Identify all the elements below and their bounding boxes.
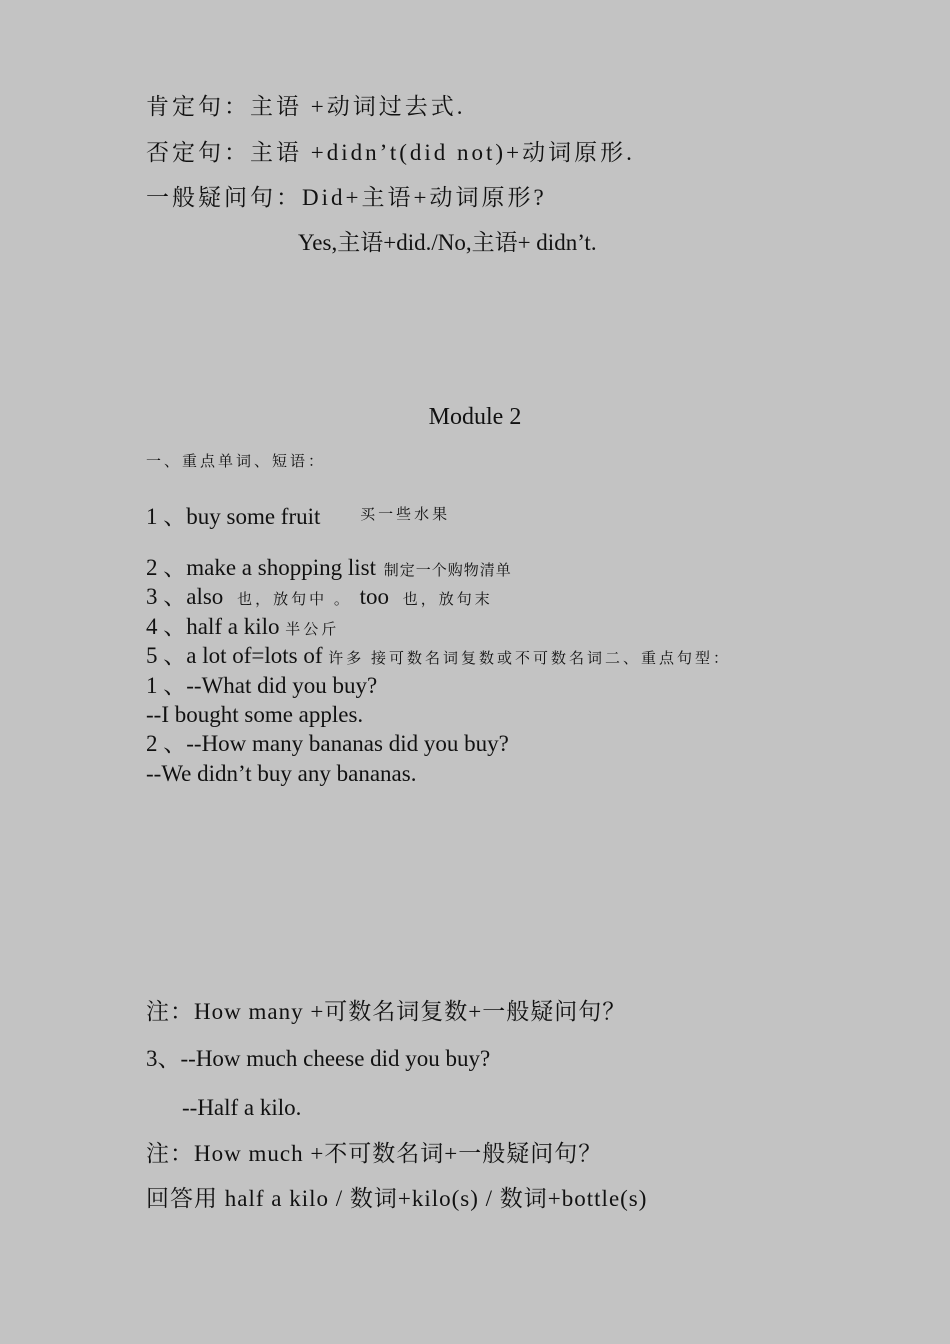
vocab-item-2: [146, 556, 512, 579]
vocab-en: 4 、half a kilo: [146, 614, 280, 639]
vocab-en: 3 、also: [146, 584, 224, 609]
dialog-3-answer: --Half a kilo.: [182, 1095, 302, 1120]
dialog-3-question: 3、--How much cheese did you buy?: [146, 1046, 491, 1071]
dialog-line-1: 1 、--What did you buy?: [146, 673, 378, 698]
vocab-en-2: too: [359, 584, 389, 609]
vocab-item-3: [146, 585, 493, 608]
vocab-en: 2 、make a shopping list: [146, 555, 376, 580]
vocab-item-5: [146, 644, 731, 667]
vocab-item-4: [146, 615, 339, 638]
dialog-line-2: --I bought some apples.: [146, 702, 364, 727]
vocab-cn: 买一些水果: [360, 507, 451, 523]
grammar-negative: 否定句：主语 +didn’t(did not)+动词原形.: [146, 140, 635, 165]
vocab-cn: 制定一个购物清单: [383, 563, 512, 579]
vocab-item-1: [146, 505, 450, 528]
vocab-cn: 许多 接可数名词复数或不可数名词二、重点句型：: [328, 651, 732, 667]
section-heading: 一、重点单词、短语：: [146, 454, 327, 470]
vocab-en: 5 、a lot of=lots of: [146, 643, 323, 668]
vocab-en: 1 、buy some fruit: [146, 504, 321, 529]
dialog-line-4: --We didn’t buy any bananas.: [146, 761, 417, 786]
vocab-cn: 半公斤: [285, 622, 340, 638]
module-title: Module 2: [428, 404, 522, 430]
grammar-answer: Yes,主语+did./No,主语+ didn’t.: [298, 230, 597, 255]
grammar-question: 一般疑问句：Did+主语+动词原形?: [146, 185, 547, 210]
vocab-cn: 也，放句中 。: [237, 592, 352, 608]
answer-rule: 回答用 half a kilo / 数词+kilo(s) / 数词+bottle(s): [146, 1186, 648, 1211]
grammar-affirmative: 肯定句：主语 +动词过去式.: [146, 94, 466, 119]
dialog-line-3: 2 、--How many bananas did you buy?: [146, 731, 509, 756]
note-how-much: 注：How much +不可数名词+一般疑问句？: [146, 1141, 603, 1166]
note-how-many: 注：How many +可数名词复数+一般疑问句？: [146, 999, 627, 1024]
vocab-cn-2: 也，放句末: [402, 592, 493, 608]
